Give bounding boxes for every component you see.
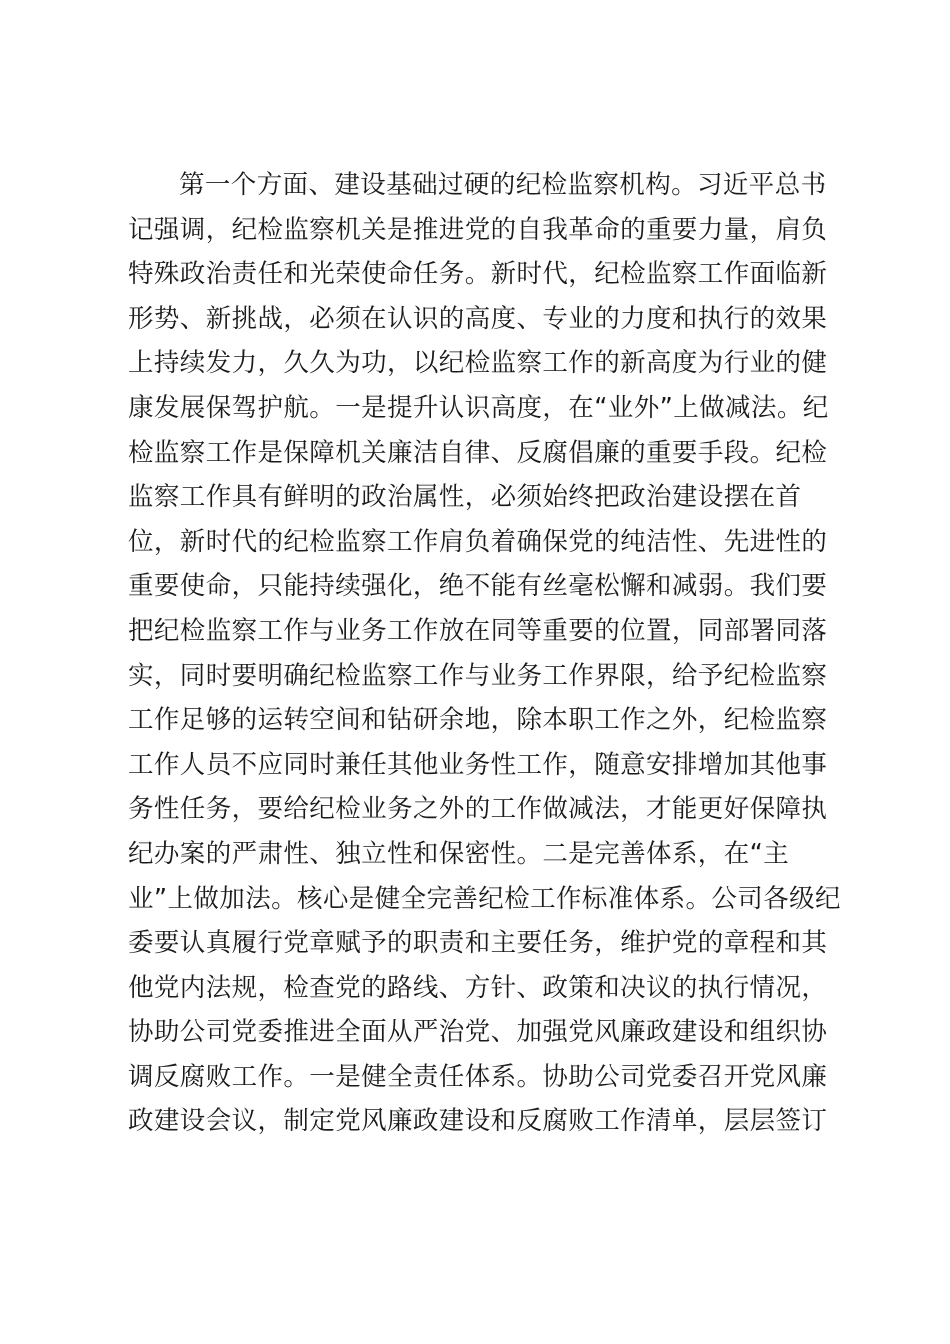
- body-paragraph: [128, 163, 841, 1144]
- paragraph-line: 工作足够的运转空间和钻研余地，除本职工作之外，纪检监察: [128, 705, 828, 736]
- paragraph-line: 业”上做加法。核心是健全完善纪检工作标准体系。公司各级纪: [128, 883, 841, 914]
- paragraph-line: 协助公司党委推进全面从严治党、加强党风廉政建设和组织协: [128, 1017, 828, 1048]
- paragraph-line: 政建设会议，制定党风廉政建设和反腐败工作清单，层层签订: [128, 1106, 828, 1137]
- paragraph-line: 上持续发力，久久为功，以纪检监察工作的新高度为行业的健: [128, 348, 828, 379]
- paragraph-line: 特殊政治责任和光荣使命任务。新时代，纪检监察工作面临新: [128, 259, 828, 290]
- paragraph-line: 位，新时代的纪检监察工作肩负着确保党的纯洁性、先进性的: [128, 526, 828, 557]
- paragraph-line: 康发展保驾护航。一是提升认识高度，在“业外”上做减法。纪: [128, 392, 829, 423]
- paragraph-line: 重要使命，只能持续强化，绝不能有丝毫松懈和减弱。我们要: [128, 571, 828, 602]
- paragraph-line: 工作人员不应同时兼任其他业务性工作，随意安排增加其他事: [128, 749, 828, 780]
- paragraph-line: 委要认真履行党章赋予的职责和主要任务，维护党的章程和其: [128, 928, 828, 959]
- paragraph-line: 监察工作具有鲜明的政治属性，必须始终把政治建设摆在首: [128, 482, 802, 513]
- paragraph-line: 纪办案的严肃性、独立性和保密性。二是完善体系，在“主: [128, 838, 790, 869]
- paragraph-line: 调反腐败工作。一是健全责任体系。协助公司党委召开党风廉: [128, 1061, 828, 1092]
- paragraph-line: 实，同时要明确纪检监察工作与业务工作界限，给予纪检监察: [128, 660, 828, 691]
- paragraph-line: 把纪检监察工作与业务工作放在同等重要的位置，同部署同落: [128, 615, 828, 646]
- paragraph-line: 记强调，纪检监察机关是推进党的自我革命的重要力量，肩负: [128, 214, 828, 245]
- paragraph-line: 检监察工作是保障机关廉洁自律、反腐倡廉的重要手段。纪检: [128, 437, 828, 468]
- paragraph-line: 第一个方面、建设基础过硬的纪检监察机构。习近平总书: [179, 170, 827, 200]
- paragraph-line: 形势、新挑战，必须在认识的高度、专业的力度和执行的效果: [128, 303, 828, 334]
- paragraph-line: 务性任务，要给纪检业务之外的工作做减法，才能更好保障执: [128, 794, 828, 825]
- paragraph-line: 他党内法规，检查党的路线、方针、政策和决议的执行情况，: [128, 972, 828, 1003]
